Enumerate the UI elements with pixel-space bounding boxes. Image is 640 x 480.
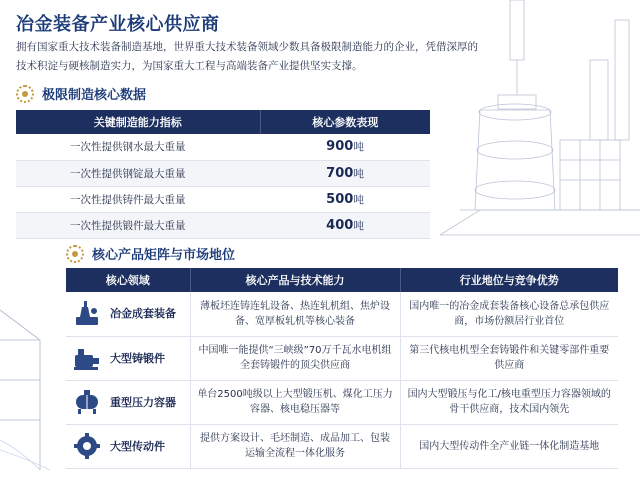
pressure-vessel-icon (72, 387, 102, 417)
market-position: 国内大型锻压与化工/核电重型压力容器领域的骨干供应商，技术国内领先 (400, 380, 618, 424)
row-label: 一次性提供锻件最大重量 (16, 212, 260, 238)
market-position: 第三代核电机型全套铸锻件和关键零部件重要供应商 (400, 336, 618, 380)
transmission-gear-icon (72, 431, 102, 461)
row-label: 一次性提供铸件最大重量 (16, 186, 260, 212)
table-row (66, 292, 618, 336)
domain-name: 大型铸锻件 (110, 351, 165, 365)
market-position: 国内唯一的冶金成套装备核心设备总承包供应商，市场份额居行业首位 (400, 292, 618, 336)
column-header: 核心领域 (66, 268, 190, 292)
row-label: 一次性提供钢水最大重量 (16, 134, 260, 160)
dam-illustration (0, 300, 60, 470)
section-title: 极限制造核心数据 (42, 88, 147, 103)
domain-name: 大型传动件 (110, 439, 165, 453)
row-value: 500吨 (260, 186, 430, 212)
section-title: 核心产品矩阵与市场地位 (92, 248, 236, 263)
product-capability: 单台2500吨级以上大型锻压机、煤化工压力容器、核电稳压器等 (190, 380, 400, 424)
table-row (66, 380, 618, 424)
core-data-table (16, 110, 430, 239)
table-row (16, 186, 430, 212)
gear-icon (16, 85, 34, 103)
metallurgy-equipment-icon (72, 299, 102, 329)
table-row (16, 212, 430, 238)
section-heading-core-data (16, 84, 146, 103)
row-value: 400吨 (260, 212, 430, 238)
page-title: 冶金装备产业核心供应商 (16, 14, 220, 35)
intro-paragraph: 拥有国家重大技术装备制造基地，世界重大技术装备领域少数具备极限制造能力的企业，凭借深厚的技术积淀与硬核制造实力，为国家重大工程与高端装备产业提供坚实支撑。 (16, 41, 478, 72)
product-matrix-table (66, 268, 618, 469)
domain-name: 冶金成套装备 (110, 307, 176, 321)
product-capability: 提供方案设计、毛坯制造、成品加工、包装运输全流程一体化服务 (190, 424, 400, 468)
column-header: 行业地位与竞争优势 (400, 268, 618, 292)
table-row (66, 336, 618, 380)
row-value: 700吨 (260, 160, 430, 186)
row-value: 900吨 (260, 134, 430, 160)
column-header: 核心产品与技术能力 (190, 268, 400, 292)
table-row (16, 160, 430, 186)
column-header: 核心参数表现 (260, 110, 430, 134)
gear-icon (66, 245, 84, 263)
section-heading-product-matrix (66, 244, 235, 263)
market-position: 国内大型传动件全产业链一体化制造基地 (400, 424, 618, 468)
table-row (66, 424, 618, 468)
product-capability: 薄板坯连铸连轧设备、热连轧机组、焦炉设备、宽厚板轧机等核心装备 (190, 292, 400, 336)
casting-forging-icon (72, 343, 102, 373)
product-capability: 中国唯一能提供“三峡级”70万千瓦水电机组全套铸锻件的顶尖供应商 (190, 336, 400, 380)
column-header: 关键制造能力指标 (16, 110, 260, 134)
table-row (16, 134, 430, 160)
domain-name: 重型压力容器 (110, 395, 176, 409)
row-label: 一次性提供钢锭最大重量 (16, 160, 260, 186)
